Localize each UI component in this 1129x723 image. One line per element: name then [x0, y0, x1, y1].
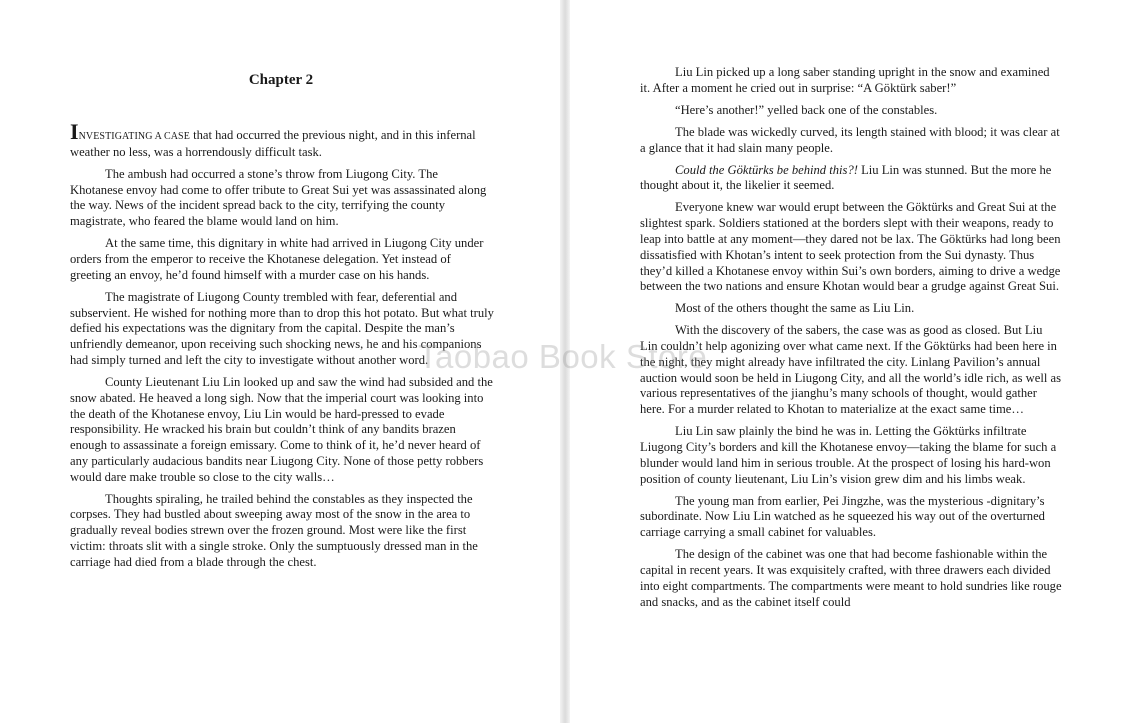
- italic-paragraph-rest: Liu Lin was stunned. But the more he thought about it, the likelier it seemed.: [640, 162, 1052, 193]
- left-page-text: [70, 119, 494, 577]
- paragraph: Liu Lin picked up a long saber standing upright in the snow and examined it. After a moment he cried out in surprise: “A Göktürk saber!”: [640, 65, 1050, 95]
- paragraph: The magistrate of Liugong County trembled with fear, deferential and subservient. He wished for nothing more than to drop this hot potato. But what truly defied his expectations was the dignitary from the capital. Despite the man’s unfriendly demeanor, upon receiving such shocking news, he and his companions had simply turned and left the city to investigate without another word.: [70, 289, 494, 367]
- paragraph: The blade was wickedly curved, its length stained with blood; it was clear at a glance that it had slain many people.: [640, 124, 1060, 155]
- paragraph: “Here’s another!” yelled back one of the constables.: [675, 102, 938, 117]
- paragraph: The design of the cabinet was one that had become fashionable within the capital in recent years. It was exquisitely crafted, with three drawers each divided into eight compartments. The compartments were meant to hold sundries like rouge and snacks, and as the cabinet itself could: [640, 547, 1062, 609]
- paragraph: With the discovery of the sabers, the case was as good as closed. But Liu Lin couldn’t help agonizing over what came next. If the Göktürks had been here in the night, they might already have infiltrated the city. Linlang Pavilion’s annual auction would soon be held in Liugong City, and all the world’s idle rich, as well as various representatives of the jianghu’s many schools of thought, would gather here. For a murder related to Khotan to materialize at the exact same time…: [640, 323, 1061, 417]
- paragraph: Most of the others thought the same as Liu Lin.: [675, 301, 915, 316]
- chapter-title: Chapter 2: [248, 72, 314, 88]
- italic-thought: Could the Göktürks be behind this?!: [675, 162, 858, 177]
- paragraph: Everyone knew war would erupt between the Göktürks and Great Sui at the slightest spark. Soldiers stationed at the borders slept with their weapons, ready to leap into battle at any moment—they dared not be lax. The Göktürks had long been dissatisfied with Khotan’s intent to seek protection from the Sui dynasty. Thus they’d killed a Khotanese envoy within Sui’s own borders, aiming to drive a wedge between the two nations and ensure Khotan would bear a grudge against Great Sui.: [640, 200, 1061, 294]
- left-page: [0, 0, 560, 723]
- paragraph: The ambush had occurred a stone’s throw from Liugong City. The Khotanese envoy had come to offer tribute to Great Sui yet was assassinated along the way. News of the incident spread back to the city, terrifying the county magistrate, who feared the blame would land on him.: [70, 166, 487, 229]
- right-page-text: [640, 65, 1062, 617]
- right-page: [570, 0, 1129, 723]
- drop-cap: I: [70, 119, 79, 144]
- opening-paragraph: [70, 119, 494, 161]
- page-gutter: [560, 0, 570, 723]
- paragraph: Thoughts spiraling, he trailed behind the constables as they inspected the corpses. They had bustled about sweeping away most of the snow in the area to gradually reveal bodies strewn over the frozen ground. Most were like the first victim: throats slit with a single stroke. Only the sumptuously dressed man in the carriage had died from a blade through the chest.: [70, 491, 478, 569]
- paragraph: [640, 163, 1062, 195]
- paragraph: County Lieutenant Liu Lin looked up and saw the wind had subsided and the snow abated. He heaved a long sigh. Now that the imperial court was looking into the death of the Khotanese envoy, Liu Lin would be hard-pressed to evade responsibility. He wracked his brain but couldn’t think of any bandits brazen enough to assassinate a foreign emissary. Come to think of it, he’d never heard of any particularly audacious bandits near Liugong City. None of those petty robbers would dare make trouble so close to the city walls…: [70, 374, 493, 484]
- paragraph: At the same time, this dignitary in white had arrived in Liugong City under orders from the emperor to receive the Khotanese delegation. Yet instead of greeting an envoy, he’d found himself with a murder case on his hands.: [70, 236, 484, 282]
- paragraph: Liu Lin saw plainly the bind he was in. Letting the Göktürks infiltrate Liugong City’s borders and kill the Khotanese envoy—taking the blame for such a blunder would land him in serious trouble. At the prospect of losing his hard-won position of county lieutenant, Liu Lin’s vision grew dim and his limbs weak.: [640, 424, 1057, 486]
- paragraph: The young man from earlier, Pei Jingzhe, was the mysterious -dignitary’s subordinate. Now Liu Lin watched as he squeezed his way out of the overturned carriage carrying a small cabinet for valuables.: [640, 493, 1045, 540]
- small-caps-lead: NVESTIGATING A CASE: [78, 131, 190, 142]
- opening-text: that had occurred the previous night, and in this infernal weather no less, was a horrendously difficult task.: [70, 128, 476, 159]
- watermark: Taobao Book Store: [418, 338, 708, 375]
